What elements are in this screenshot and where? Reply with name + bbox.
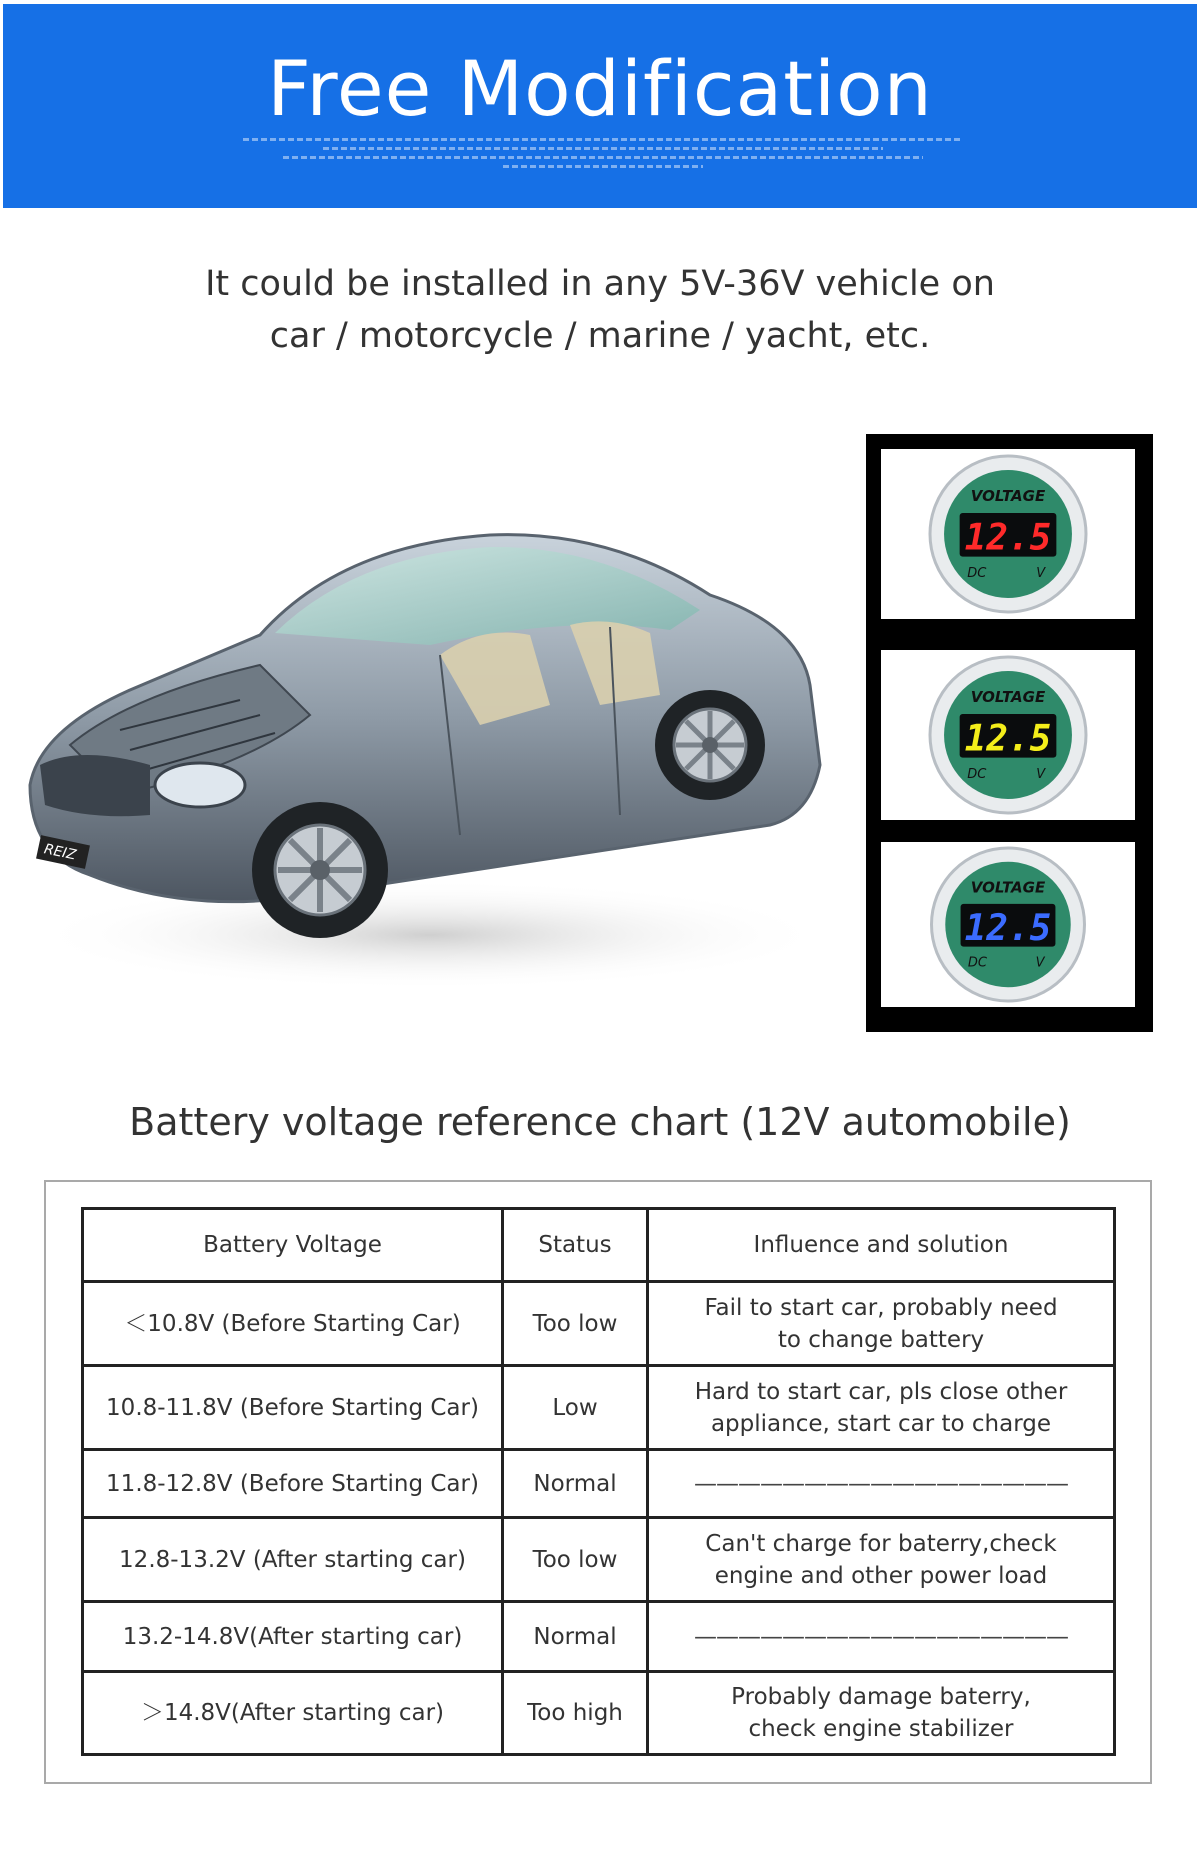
status-cell: Normal [503, 1602, 648, 1672]
solution-cell: Probably damage baterry, check engine stabilizer [648, 1672, 1115, 1755]
banner-title: Free Modification [267, 44, 933, 133]
table-header-row [83, 1209, 1115, 1282]
gauge-unit-v: V [1036, 766, 1046, 782]
header-influence: Influence and solution [648, 1209, 1115, 1282]
solution-cell: Can't charge for baterry,check engine and other power load [648, 1518, 1115, 1602]
header-battery-voltage: Battery Voltage [83, 1209, 503, 1282]
table-row [83, 1450, 1115, 1518]
status-cell: Low [503, 1366, 648, 1450]
gauge-unit-dc: DC [967, 565, 987, 581]
table-row [83, 1282, 1115, 1366]
table-row [83, 1366, 1115, 1450]
gauge-label: VOLTAGE [970, 878, 1046, 897]
banner-decoration [203, 132, 1003, 168]
table-row [83, 1602, 1115, 1672]
front-wheel [252, 802, 388, 938]
gauge-unit-v: V [1035, 955, 1045, 971]
solution-cell: Fail to start car, probably need to change battery [648, 1282, 1115, 1366]
gauge-unit-v: V [1036, 565, 1046, 581]
voltage-cell: ＞14.8V(After starting car) [83, 1672, 503, 1755]
brand-plate: REIZ [42, 841, 78, 864]
voltage-cell: 13.2-14.8V(After starting car) [83, 1602, 503, 1672]
voltmeter-blue [881, 842, 1135, 1007]
voltmeter-red [881, 449, 1135, 619]
status-cell: Normal [503, 1450, 648, 1518]
chart-title: Battery voltage reference chart (12V automobile) [129, 1100, 1071, 1144]
solution-cell: ————————————————— [648, 1450, 1115, 1518]
gauge-reading: 12.5 [964, 907, 1052, 949]
voltmeter-gallery [866, 434, 1153, 1032]
status-cell: Too low [503, 1518, 648, 1602]
gauge-reading: 12.5 [964, 718, 1052, 760]
table-row [83, 1672, 1115, 1755]
gauge-label: VOLTAGE [970, 688, 1046, 707]
gauge-unit-dc: DC [967, 766, 987, 782]
voltage-cell: 12.8-13.2V (After starting car) [83, 1518, 503, 1602]
table-row [83, 1518, 1115, 1602]
voltage-reference-table [81, 1207, 1116, 1756]
header-status: Status [503, 1209, 648, 1282]
gauge-reading: 12.5 [964, 517, 1052, 559]
voltage-cell: 11.8-12.8V (Before Starting Car) [83, 1450, 503, 1518]
rear-wheel [655, 690, 765, 800]
intro-line-2: car / motorcycle / marine / yacht, etc. [269, 316, 931, 356]
intro-line-1: It could be installed in any 5V-36V vehicle on [205, 264, 995, 304]
voltage-cell: 10.8-11.8V (Before Starting Car) [83, 1366, 503, 1450]
header-banner [3, 4, 1197, 208]
car-cutaway-image [10, 515, 830, 985]
intro-text [0, 258, 1200, 362]
status-cell: Too low [503, 1282, 648, 1366]
voltage-cell: ＜10.8V (Before Starting Car) [83, 1282, 503, 1366]
status-cell: Too high [503, 1672, 648, 1755]
gauge-label: VOLTAGE [970, 487, 1046, 506]
solution-cell: Hard to start car, pls close other appliance, start car to charge [648, 1366, 1115, 1450]
voltmeter-yellow [881, 650, 1135, 820]
solution-cell: ————————————————— [648, 1602, 1115, 1672]
gauge-unit-dc: DC [967, 955, 987, 971]
